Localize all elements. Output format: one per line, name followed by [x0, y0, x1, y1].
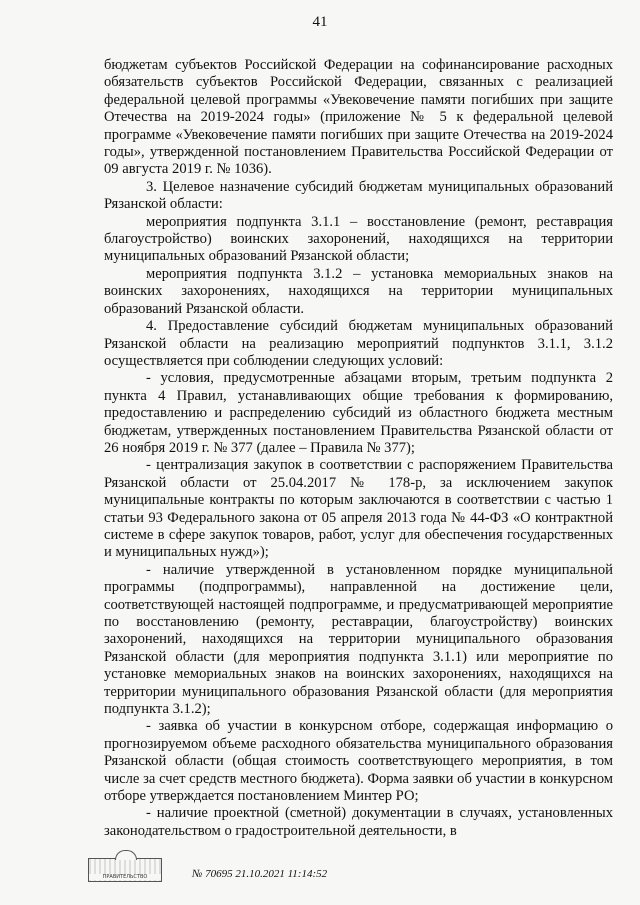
paragraph: - наличие утвержденной в установленном порядке муниципальной программы (подпрограммы), направленной на достижение цели, соответствующей настоящей подпрограмме, и предусматривающей мероприятие по восстановлению (ремонту, реставрации, благоустройству) воинских захоронений, находящихся на территории муниципального образования Рязанской области (для мероприятия подпункта 3.1.1) или мероприятие по установке мемориальных знаков на воинских захоронениях, находящихся на территории муниципального образования Рязанской области (для мероприятия подпункта 3.1.2);	[104, 561, 613, 718]
document-body	[104, 57, 613, 840]
paragraph: бюджетам субъектов Российской Федерации на софинансирование расходных обязательств субъектов Российской Федерации, связанных с реализацией федеральной целевой программы «Увековечение памяти погибших при защите Отечества на 2019-2024 годы» (приложение № 5 к федеральной целевой программе «Увековечение памяти погибших при защите Отечества на 2019-2024 годы», утвержденной постановлением Правительства Российской Федерации от 09 августа 2019 г. № 1036).	[104, 57, 613, 178]
paragraph: - условия, предусмотренные абзацами вторым, третьим подпункта 2 пункта 4 Правил, устанавливающих общие требования к формированию, предоставлению и распределению субсидий из областного бюджета местным бюджетам, утвержденных постановлением Правительства Рязанской области от 26 ноября 2019 г. № 377 (далее – Правила № 377);	[104, 370, 613, 456]
paragraph: мероприятия подпункта 3.1.2 – установка мемориальных знаков на воинских захоронениях, находящихся на территории муниципальных образований Рязанской области.	[104, 265, 613, 317]
document-footer	[88, 858, 327, 882]
paragraph: - централизация закупок в соответствии с распоряжением Правительства Рязанской области от 25.04.2017 № 178-р, за исключением закупок муниципальные контракты по которым заключаются в соответствии с частью 1 статьи 93 Федерального закона от 05 апреля 2013 года № 44-ФЗ «О контрактной системе в сфере закупок товаров, работ, услуг для обеспечения государственных и муниципальных нужд»);	[104, 457, 613, 561]
government-stamp-icon	[88, 858, 162, 882]
stamp-text: ПРАВИТЕЛЬСТВО	[89, 874, 161, 880]
paragraph: - наличие проектной (сметной) документации в случаях, установленных законодательством о градостроительной деятельности, в	[104, 805, 613, 839]
registration-number: № 70695 21.10.2021 11:14:52	[192, 868, 328, 880]
paragraph: мероприятия подпункта 3.1.1 – восстановление (ремонт, реставрация благоустройство) воинских захоронений, находящихся на территории муниципальных образований Рязанской области;	[104, 213, 613, 265]
paragraph: 4. Предоставление субсидий бюджетам муниципальных образований Рязанской области на реализацию мероприятий подпунктов 3.1.1, 3.1.2 осуществляется при соблюдении следующих условий:	[104, 318, 613, 369]
page-number: 41	[312, 14, 328, 30]
paragraph: 3. Целевое назначение субсидий бюджетам муниципальных образований Рязанской области:	[104, 178, 613, 213]
paragraph: - заявка об участии в конкурсном отборе, содержащая информацию о прогнозируемом объеме расходного обязательства муниципального образования Рязанской области (общая стоимость соответствующего мероприятия, в том числе за счет средств местного бюджета). Форма заявки об участии в конкурсном отборе утверждается постановлением Минтер РО;	[104, 718, 613, 805]
